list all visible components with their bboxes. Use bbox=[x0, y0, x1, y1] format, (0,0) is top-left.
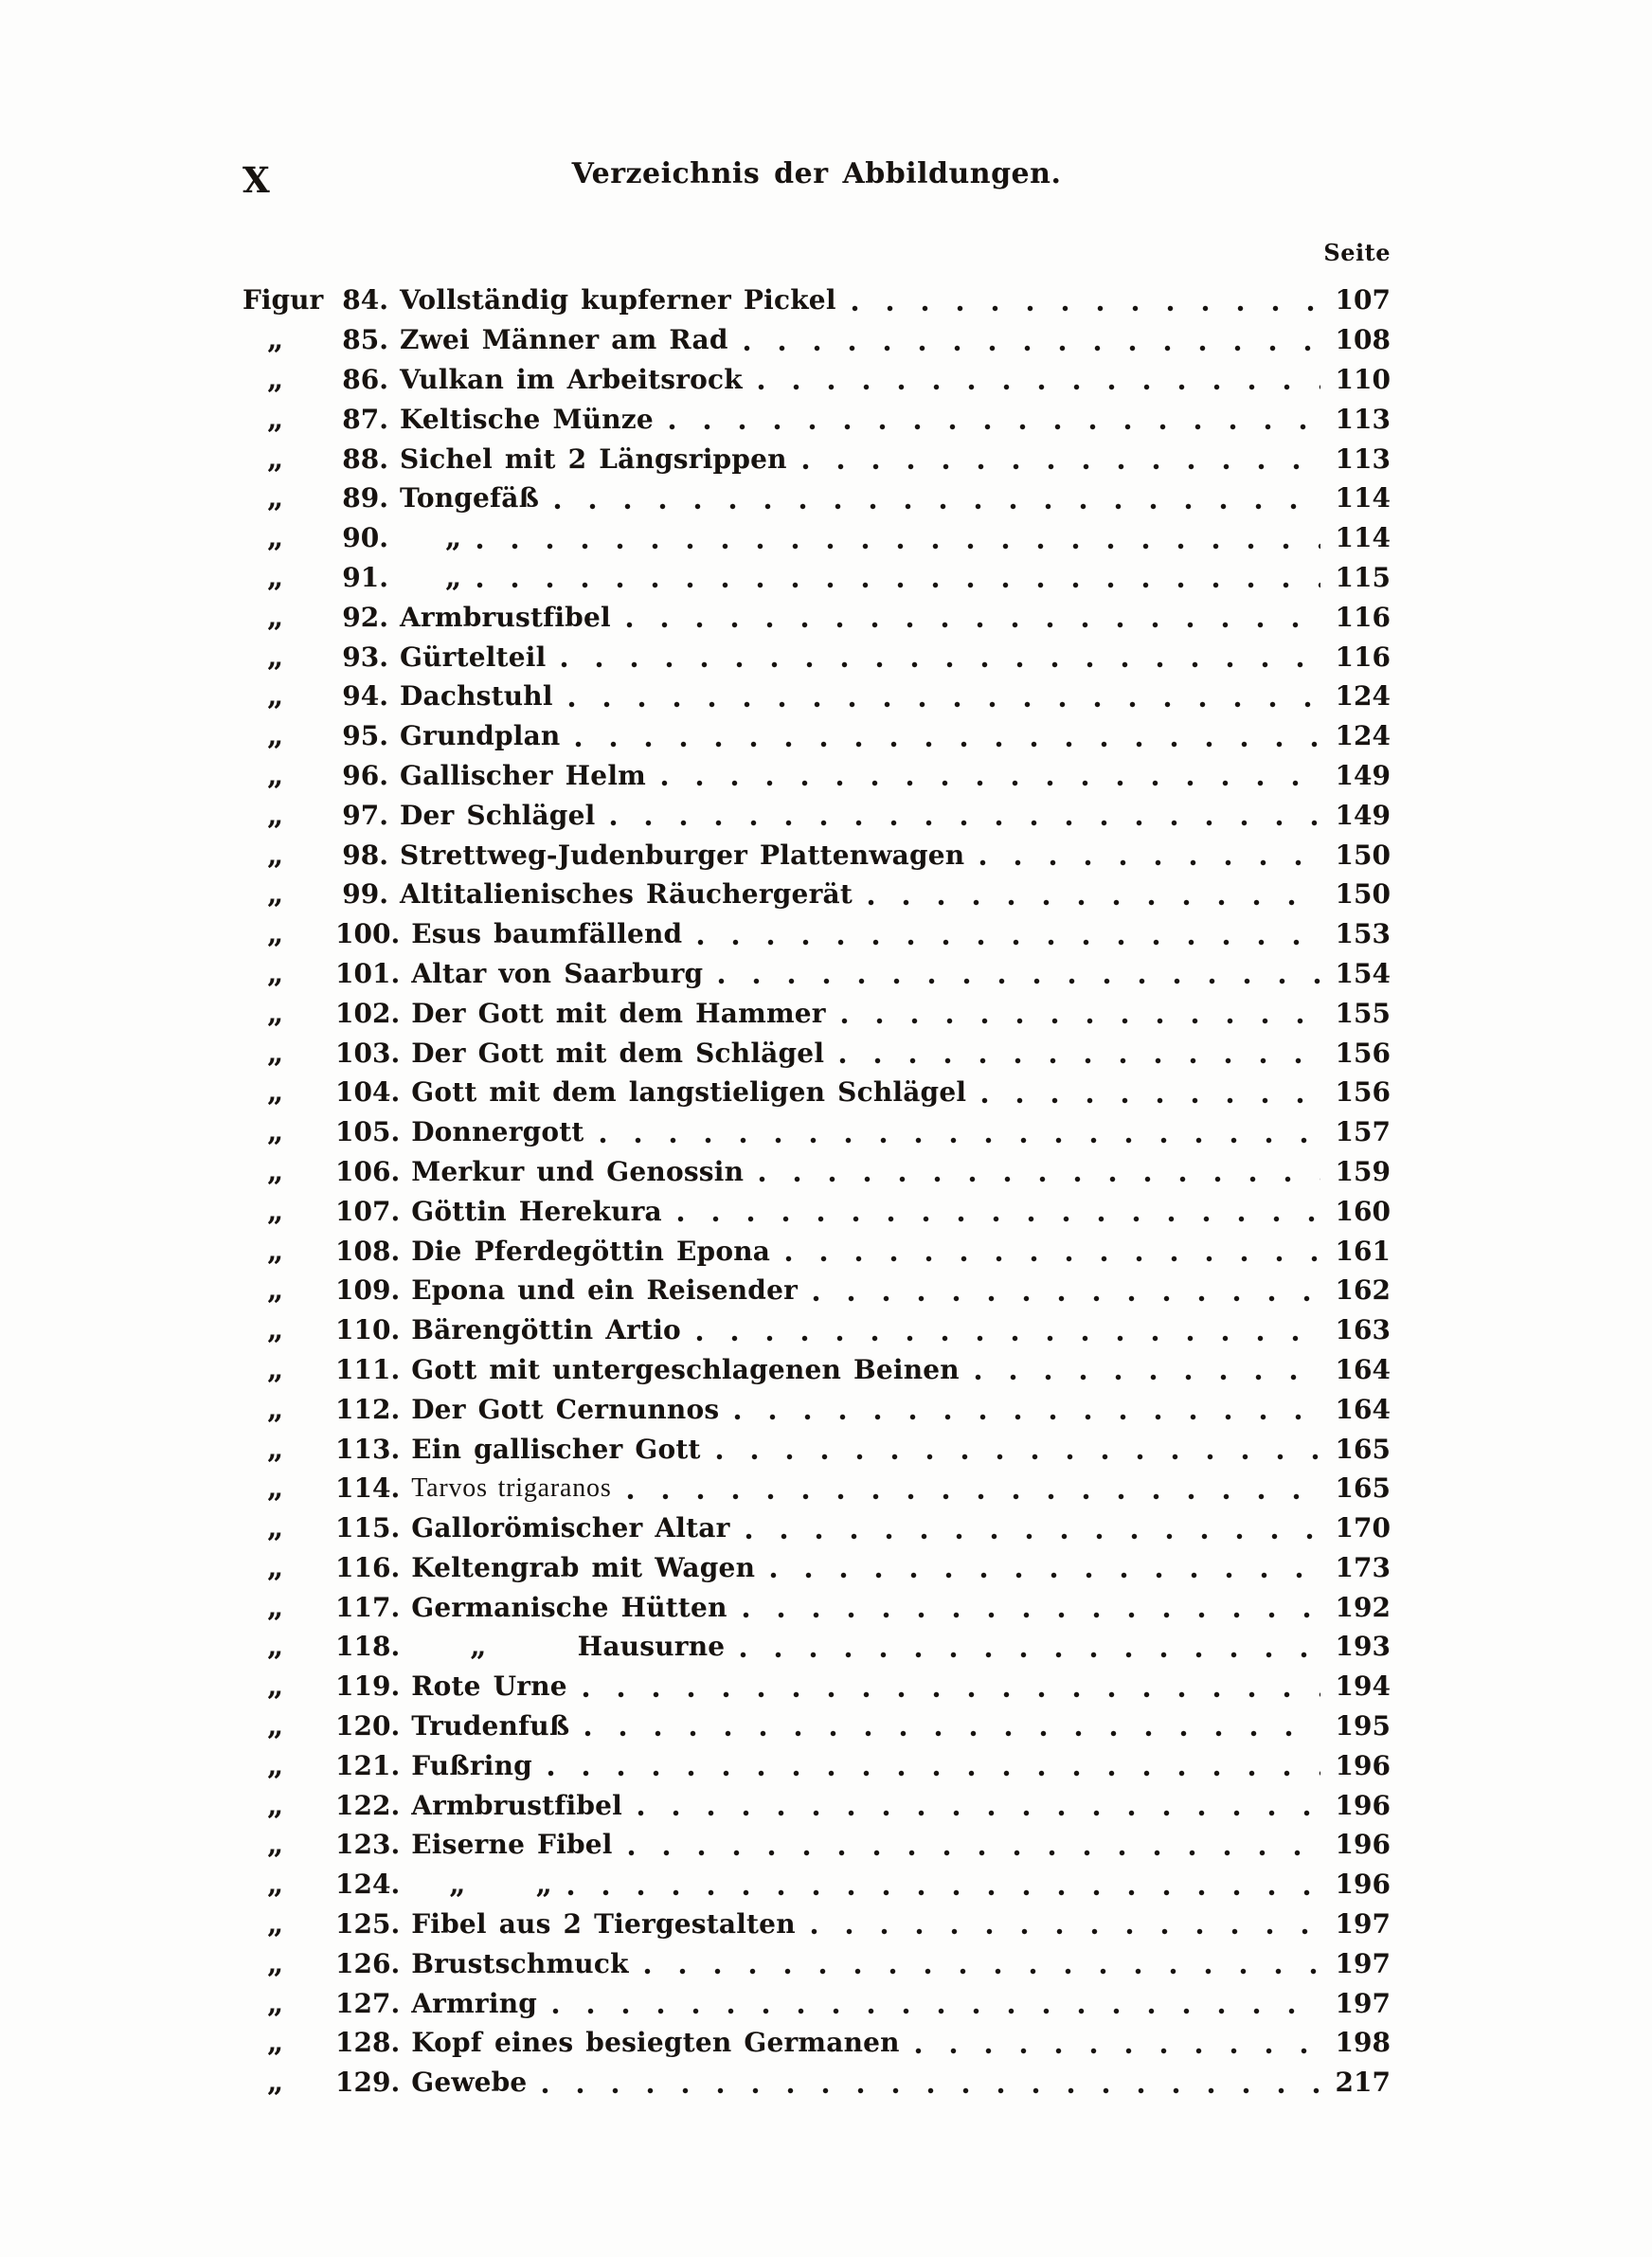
ditto-mark: „ bbox=[267, 917, 284, 951]
ditto-mark: „ bbox=[267, 1709, 284, 1743]
ditto-mark: „ bbox=[267, 1590, 284, 1624]
page-number: 156 bbox=[1335, 1076, 1391, 1109]
page-number: 154 bbox=[1335, 957, 1391, 989]
figure-title: Gallorömischer Altar bbox=[411, 1512, 730, 1544]
figure-number: 125. bbox=[335, 1908, 401, 1941]
figure-entry bbox=[242, 1508, 1391, 1548]
page-number: 153 bbox=[1335, 918, 1391, 950]
ditto-mark: „ bbox=[267, 640, 284, 674]
dot-leader bbox=[554, 502, 1320, 511]
ditto-mark: „ bbox=[267, 2066, 284, 2100]
page-number: 160 bbox=[1335, 1195, 1391, 1227]
figure-number: 97. bbox=[342, 799, 388, 831]
figure-title: Bärengöttin Artio bbox=[411, 1314, 681, 1346]
dot-leader bbox=[841, 1017, 1320, 1025]
page-number: 164 bbox=[1335, 1353, 1391, 1385]
ditto-mark: „ bbox=[267, 956, 284, 990]
ditto-mark: „ bbox=[267, 1748, 284, 1782]
figure-entry bbox=[242, 280, 1391, 320]
figure-title: Ein gallischer Gott bbox=[411, 1433, 701, 1465]
page-number: 161 bbox=[1335, 1235, 1391, 1267]
ditto-mark: „ bbox=[267, 719, 284, 753]
figure-entry bbox=[242, 954, 1391, 994]
dot-leader bbox=[637, 1809, 1320, 1817]
figure-number: 109. bbox=[335, 1274, 401, 1307]
ditto-mark: „ bbox=[267, 1352, 284, 1386]
figure-entry bbox=[242, 1865, 1391, 1905]
figure-title-text: Hausurne bbox=[577, 1631, 726, 1663]
figure-number: 108. bbox=[335, 1235, 401, 1267]
dot-leader bbox=[813, 1294, 1320, 1303]
figure-entry bbox=[242, 677, 1391, 716]
dot-leader bbox=[839, 1056, 1320, 1065]
ditto-mark: „ bbox=[267, 1986, 284, 2020]
figure-entry bbox=[242, 399, 1391, 439]
page-number: 194 bbox=[1335, 1670, 1391, 1703]
figure-title bbox=[411, 1630, 725, 1663]
figure-number: 93. bbox=[342, 641, 388, 673]
figure-title: Altitalienisches Räuchergerät bbox=[400, 878, 853, 911]
dot-leader bbox=[734, 1413, 1320, 1421]
page-number: 107 bbox=[1335, 284, 1391, 316]
figure-title: Strettweg-Judenburger Plattenwagen bbox=[400, 839, 965, 871]
dot-leader bbox=[759, 1175, 1320, 1183]
dot-leader bbox=[476, 581, 1320, 589]
figure-title: Tongefäß bbox=[400, 482, 540, 515]
page-number: 159 bbox=[1335, 1155, 1391, 1187]
figure-title: Gürtelteil bbox=[400, 641, 547, 673]
figure-entry bbox=[242, 716, 1391, 756]
ditto-mark: „ bbox=[267, 1472, 284, 1506]
figure-title: Fibel aus 2 Tiergestalten bbox=[411, 1908, 796, 1941]
ditto-mark: „ bbox=[267, 758, 284, 792]
figure-title: Gott mit untergeschlagenen Beinen bbox=[411, 1353, 960, 1385]
dot-leader bbox=[975, 1373, 1320, 1381]
dot-leader bbox=[716, 1453, 1320, 1461]
ditto-mark: „ bbox=[267, 1670, 284, 1704]
figure-entry bbox=[242, 1627, 1391, 1667]
figure-entry bbox=[242, 439, 1391, 478]
dot-leader bbox=[979, 858, 1320, 867]
figure-number: 89. bbox=[342, 482, 388, 515]
page-number: 155 bbox=[1335, 997, 1391, 1029]
ditto-mark: „ bbox=[267, 362, 284, 396]
figure-entry bbox=[242, 914, 1391, 954]
figure-entry bbox=[242, 320, 1391, 360]
ditto-mark: „ bbox=[267, 838, 284, 872]
figure-number: 121. bbox=[335, 1749, 401, 1781]
dot-leader bbox=[627, 1492, 1320, 1501]
dot-leader bbox=[740, 1651, 1320, 1659]
ditto-mark: „ bbox=[267, 1234, 284, 1268]
dot-leader bbox=[745, 1532, 1320, 1541]
figure-entry bbox=[242, 1152, 1391, 1192]
figure-number: 113. bbox=[335, 1433, 401, 1465]
figure-number: 87. bbox=[342, 403, 388, 435]
figure-number: 117. bbox=[335, 1591, 401, 1623]
figure-title: Der Gott Cernunnos bbox=[411, 1393, 720, 1425]
figure-entry bbox=[242, 1310, 1391, 1350]
page-number: 114 bbox=[1335, 482, 1391, 515]
ditto-mark: „ bbox=[267, 1907, 284, 1941]
ditto-mark: „ bbox=[267, 442, 284, 476]
page-number: 165 bbox=[1335, 1472, 1391, 1505]
page-number: 196 bbox=[1335, 1829, 1391, 1861]
figure-number: 91. bbox=[342, 561, 388, 593]
figure-title: Gott mit dem langstieligen Schlägel bbox=[411, 1076, 967, 1109]
page-number: 196 bbox=[1335, 1869, 1391, 1901]
figure-title: Keltische Münze bbox=[400, 403, 654, 435]
figure-number: 85. bbox=[342, 324, 388, 356]
ditto-mark: „ bbox=[267, 1036, 284, 1070]
page-number: 124 bbox=[1335, 720, 1391, 752]
figure-number: 107. bbox=[335, 1195, 401, 1227]
figure-entry bbox=[242, 1112, 1391, 1152]
ditto-mark: „ bbox=[267, 1511, 284, 1545]
page-number: 165 bbox=[1335, 1433, 1391, 1465]
figure-number: 99. bbox=[342, 878, 388, 911]
figure-entry bbox=[242, 597, 1391, 637]
figure-entry bbox=[242, 1943, 1391, 1983]
dot-leader bbox=[744, 344, 1320, 352]
page-number: 197 bbox=[1335, 1947, 1391, 1979]
dot-leader bbox=[628, 1849, 1320, 1857]
ditto-mark: „ bbox=[267, 1788, 284, 1822]
figure-number: 122. bbox=[335, 1789, 401, 1821]
dot-leader bbox=[981, 1096, 1320, 1105]
page-number: 197 bbox=[1335, 1987, 1391, 2019]
figure-entry bbox=[242, 478, 1391, 518]
ditto-mark: „ bbox=[445, 560, 462, 594]
figure-title: Keltengrab mit Wagen bbox=[411, 1551, 756, 1583]
dot-leader bbox=[811, 1927, 1320, 1936]
figure-title: Eiserne Fibel bbox=[411, 1829, 613, 1861]
page-number: 149 bbox=[1335, 799, 1391, 831]
figure-entry bbox=[242, 1667, 1391, 1706]
figure-title: Germanische Hütten bbox=[411, 1591, 727, 1623]
page-number: 162 bbox=[1335, 1274, 1391, 1307]
ditto-mark: „ bbox=[267, 1313, 284, 1347]
figure-title: Trudenfuß bbox=[411, 1710, 570, 1742]
dot-leader bbox=[552, 2007, 1320, 2015]
figure-number: 120. bbox=[335, 1710, 401, 1742]
figure-number: 98. bbox=[342, 839, 388, 871]
figure-entry bbox=[242, 1825, 1391, 1865]
figure-number: 112. bbox=[335, 1393, 401, 1425]
figure-number: 123. bbox=[335, 1829, 401, 1861]
figure-title: Rote Urne bbox=[411, 1670, 567, 1703]
figure-entry bbox=[242, 1231, 1391, 1271]
dot-leader bbox=[677, 1215, 1320, 1223]
dot-leader bbox=[696, 1334, 1320, 1343]
figure-entry bbox=[242, 993, 1391, 1033]
ditto-mark: „ bbox=[267, 1550, 284, 1584]
page-number: 156 bbox=[1335, 1037, 1391, 1069]
page-number: 192 bbox=[1335, 1591, 1391, 1623]
page-number: 115 bbox=[1335, 561, 1391, 593]
figure-title: Kopf eines besiegten Germanen bbox=[411, 2027, 900, 2059]
figure-number: 127. bbox=[335, 1987, 401, 2019]
figure-entry bbox=[242, 1983, 1391, 2023]
figure-title: Zwei Männer am Rad bbox=[400, 324, 728, 356]
ditto-mark: „ bbox=[267, 1868, 284, 1902]
running-title: Verzeichnis der Abbildungen. bbox=[571, 157, 1062, 190]
dot-leader bbox=[583, 1690, 1320, 1699]
ditto-mark: „ bbox=[267, 2026, 284, 2060]
figure-title: Die Pferdegöttin Epona bbox=[411, 1235, 771, 1267]
ditto-mark: „ bbox=[267, 1432, 284, 1466]
figure-entry bbox=[242, 1033, 1391, 1073]
page-number: 217 bbox=[1335, 2067, 1391, 2099]
figure-entry bbox=[242, 1469, 1391, 1508]
figure-entry bbox=[242, 835, 1391, 875]
ditto-mark: „ bbox=[267, 1194, 284, 1228]
dot-leader bbox=[626, 621, 1320, 629]
figure-number: 96. bbox=[342, 759, 388, 791]
page-number: 108 bbox=[1335, 324, 1391, 356]
figure-number: 126. bbox=[335, 1947, 401, 1979]
page-header bbox=[242, 157, 1391, 199]
page-number: 198 bbox=[1335, 2027, 1391, 2059]
figure-number: 88. bbox=[342, 442, 388, 475]
page-folio: X bbox=[242, 159, 271, 201]
dot-leader bbox=[476, 542, 1320, 551]
figure-title: Vulkan im Arbeitsrock bbox=[400, 363, 743, 395]
figur-word: Figur bbox=[242, 284, 324, 316]
dot-leader bbox=[743, 1611, 1320, 1619]
figure-number: 115. bbox=[335, 1512, 401, 1544]
dot-leader bbox=[561, 660, 1320, 669]
ditto-mark: „ bbox=[267, 996, 284, 1030]
page-number: 116 bbox=[1335, 641, 1391, 673]
figure-entry bbox=[242, 1587, 1391, 1627]
ditto-mark: „ bbox=[267, 402, 284, 436]
dot-leader bbox=[542, 2086, 1320, 2095]
figure-entry bbox=[242, 1905, 1391, 1944]
figure-number: 128. bbox=[335, 2027, 401, 2059]
dot-leader bbox=[568, 700, 1320, 709]
page-number: 157 bbox=[1335, 1116, 1391, 1148]
ditto-mark: „ bbox=[267, 798, 284, 832]
figure-list bbox=[242, 280, 1391, 2103]
figure-number: 111. bbox=[335, 1353, 401, 1385]
ditto-mark: „ bbox=[267, 679, 284, 713]
dot-leader bbox=[548, 1769, 1320, 1778]
figure-title: Armring bbox=[411, 1987, 538, 2019]
figure-entry bbox=[242, 2023, 1391, 2063]
figure-title: Donnergott bbox=[411, 1116, 584, 1148]
ditto-mark: „ bbox=[267, 1392, 284, 1426]
figure-title: Esus baumfällend bbox=[411, 918, 683, 950]
ditto-mark: „ bbox=[267, 1946, 284, 1980]
page-number: 149 bbox=[1335, 759, 1391, 791]
figure-entry bbox=[242, 795, 1391, 835]
dot-leader bbox=[718, 977, 1320, 985]
figure-title: Fußring bbox=[411, 1749, 532, 1781]
page-number: 196 bbox=[1335, 1749, 1391, 1781]
figure-title: Armbrustfibel bbox=[411, 1789, 623, 1821]
figure-number: 84. bbox=[342, 284, 388, 316]
page-number: 196 bbox=[1335, 1789, 1391, 1821]
figure-number: 119. bbox=[335, 1670, 401, 1703]
ditto-mark: „ bbox=[267, 1154, 284, 1188]
ditto-mark: „ bbox=[267, 560, 284, 594]
page-number: 150 bbox=[1335, 839, 1391, 871]
figure-entry bbox=[242, 518, 1391, 558]
figure-number: 103. bbox=[335, 1037, 401, 1069]
figure-title: Der Gott mit dem Hammer bbox=[411, 997, 826, 1029]
figure-number: 95. bbox=[342, 720, 388, 752]
figure-entry bbox=[242, 1706, 1391, 1746]
ditto-mark: „ bbox=[267, 1115, 284, 1149]
figure-entry bbox=[242, 1785, 1391, 1825]
ditto-mark: „ bbox=[267, 323, 284, 357]
figure-title: Brustschmuck bbox=[411, 1947, 629, 1979]
ditto-mark: „ bbox=[267, 521, 284, 555]
page-number: 163 bbox=[1335, 1314, 1391, 1346]
figure-entry bbox=[242, 1271, 1391, 1310]
figure-title: Sichel mit 2 Längsrippen bbox=[400, 442, 787, 475]
figure-entry bbox=[242, 1429, 1391, 1469]
dot-leader bbox=[770, 1571, 1320, 1580]
ditto-mark: „ bbox=[267, 877, 284, 912]
page-number: 124 bbox=[1335, 680, 1391, 713]
ditto-mark: „ bbox=[267, 1075, 284, 1110]
page-number: 114 bbox=[1335, 522, 1391, 554]
figure-entry bbox=[242, 756, 1391, 796]
dot-leader bbox=[600, 1136, 1320, 1145]
figure-entry bbox=[242, 1745, 1391, 1785]
page-number: 116 bbox=[1335, 601, 1391, 633]
dot-leader bbox=[661, 779, 1320, 787]
dot-leader bbox=[610, 819, 1320, 827]
figure-entry bbox=[242, 1389, 1391, 1429]
dot-leader bbox=[575, 740, 1320, 749]
figure-title: Göttin Herekura bbox=[411, 1195, 662, 1227]
figure-title: Gallischer Helm bbox=[400, 759, 646, 791]
figure-title: Gewebe bbox=[411, 2067, 528, 2099]
ditto-mark: „ bbox=[535, 1868, 553, 1902]
figure-entry bbox=[242, 360, 1391, 400]
page-number: 197 bbox=[1335, 1908, 1391, 1941]
figure-number: 86. bbox=[342, 363, 388, 395]
ditto-mark: „ bbox=[267, 1828, 284, 1862]
dot-leader bbox=[868, 898, 1320, 907]
seite-column-heading: Seite bbox=[1323, 239, 1391, 266]
figure-title: Altar von Saarburg bbox=[411, 957, 704, 989]
dot-leader bbox=[915, 2047, 1320, 2055]
dot-leader bbox=[669, 423, 1320, 431]
figure-entry bbox=[242, 637, 1391, 677]
ditto-mark: „ bbox=[470, 1630, 487, 1664]
figure-entry bbox=[242, 1073, 1391, 1112]
figure-entry bbox=[242, 1191, 1391, 1231]
figure-title: Epona und ein Reisender bbox=[411, 1274, 799, 1307]
page-number: 173 bbox=[1335, 1551, 1391, 1583]
page-number: 110 bbox=[1335, 363, 1391, 395]
page-number: 164 bbox=[1335, 1393, 1391, 1425]
figure-entry bbox=[242, 1350, 1391, 1390]
figure-number: 124. bbox=[335, 1869, 401, 1901]
figure-number: 106. bbox=[335, 1155, 401, 1187]
figure-number: 100. bbox=[335, 918, 401, 950]
figure-number: 105. bbox=[335, 1116, 401, 1148]
figure-number: 102. bbox=[335, 997, 401, 1029]
figure-number: 90. bbox=[342, 522, 388, 554]
dot-leader bbox=[785, 1255, 1320, 1263]
figure-number: 101. bbox=[335, 957, 401, 989]
figure-number: 114. bbox=[335, 1472, 401, 1505]
page-number: 113 bbox=[1335, 403, 1391, 435]
figure-title: Grundplan bbox=[400, 720, 561, 752]
figure-entry bbox=[242, 1548, 1391, 1588]
figure-title: Armbrustfibel bbox=[400, 601, 611, 633]
figure-title bbox=[400, 561, 461, 594]
figure-title bbox=[411, 1868, 552, 1901]
figure-title: Dachstuhl bbox=[400, 680, 553, 713]
figure-title: Der Gott mit dem Schlägel bbox=[411, 1037, 825, 1069]
ditto-mark: „ bbox=[267, 1273, 284, 1308]
figure-number: 110. bbox=[335, 1314, 401, 1346]
figure-number: 116. bbox=[335, 1551, 401, 1583]
page-number: 113 bbox=[1335, 442, 1391, 475]
dot-leader bbox=[584, 1729, 1320, 1738]
figure-entry bbox=[242, 558, 1391, 598]
dot-leader bbox=[758, 383, 1320, 391]
figure-entry bbox=[242, 2063, 1391, 2103]
dot-leader bbox=[852, 304, 1320, 313]
figure-number: 94. bbox=[342, 680, 388, 713]
page-number: 150 bbox=[1335, 878, 1391, 911]
figure-title: Vollständig kupferner Pickel bbox=[400, 284, 836, 316]
page-number: 195 bbox=[1335, 1710, 1391, 1742]
figure-title bbox=[400, 521, 461, 554]
dot-leader bbox=[644, 1967, 1320, 1976]
figure-entry bbox=[242, 875, 1391, 914]
page-number: 193 bbox=[1335, 1631, 1391, 1663]
figure-title: Der Schlägel bbox=[400, 799, 596, 831]
page-number: 170 bbox=[1335, 1512, 1391, 1544]
figure-title: Merkur und Genossin bbox=[411, 1155, 745, 1187]
figure-number: 118. bbox=[335, 1631, 401, 1663]
figure-number: 92. bbox=[342, 601, 388, 633]
ditto-mark: „ bbox=[449, 1868, 466, 1902]
figure-number: 129. bbox=[335, 2067, 401, 2099]
dot-leader bbox=[802, 462, 1320, 471]
dot-leader bbox=[567, 1888, 1320, 1897]
ditto-mark: „ bbox=[267, 481, 284, 515]
ditto-mark: „ bbox=[267, 1630, 284, 1664]
figure-title: Tarvos trigaranos bbox=[411, 1472, 612, 1503]
ditto-mark: „ bbox=[445, 521, 462, 555]
dot-leader bbox=[697, 938, 1320, 947]
figure-number: 104. bbox=[335, 1076, 401, 1109]
ditto-mark: „ bbox=[267, 600, 284, 634]
